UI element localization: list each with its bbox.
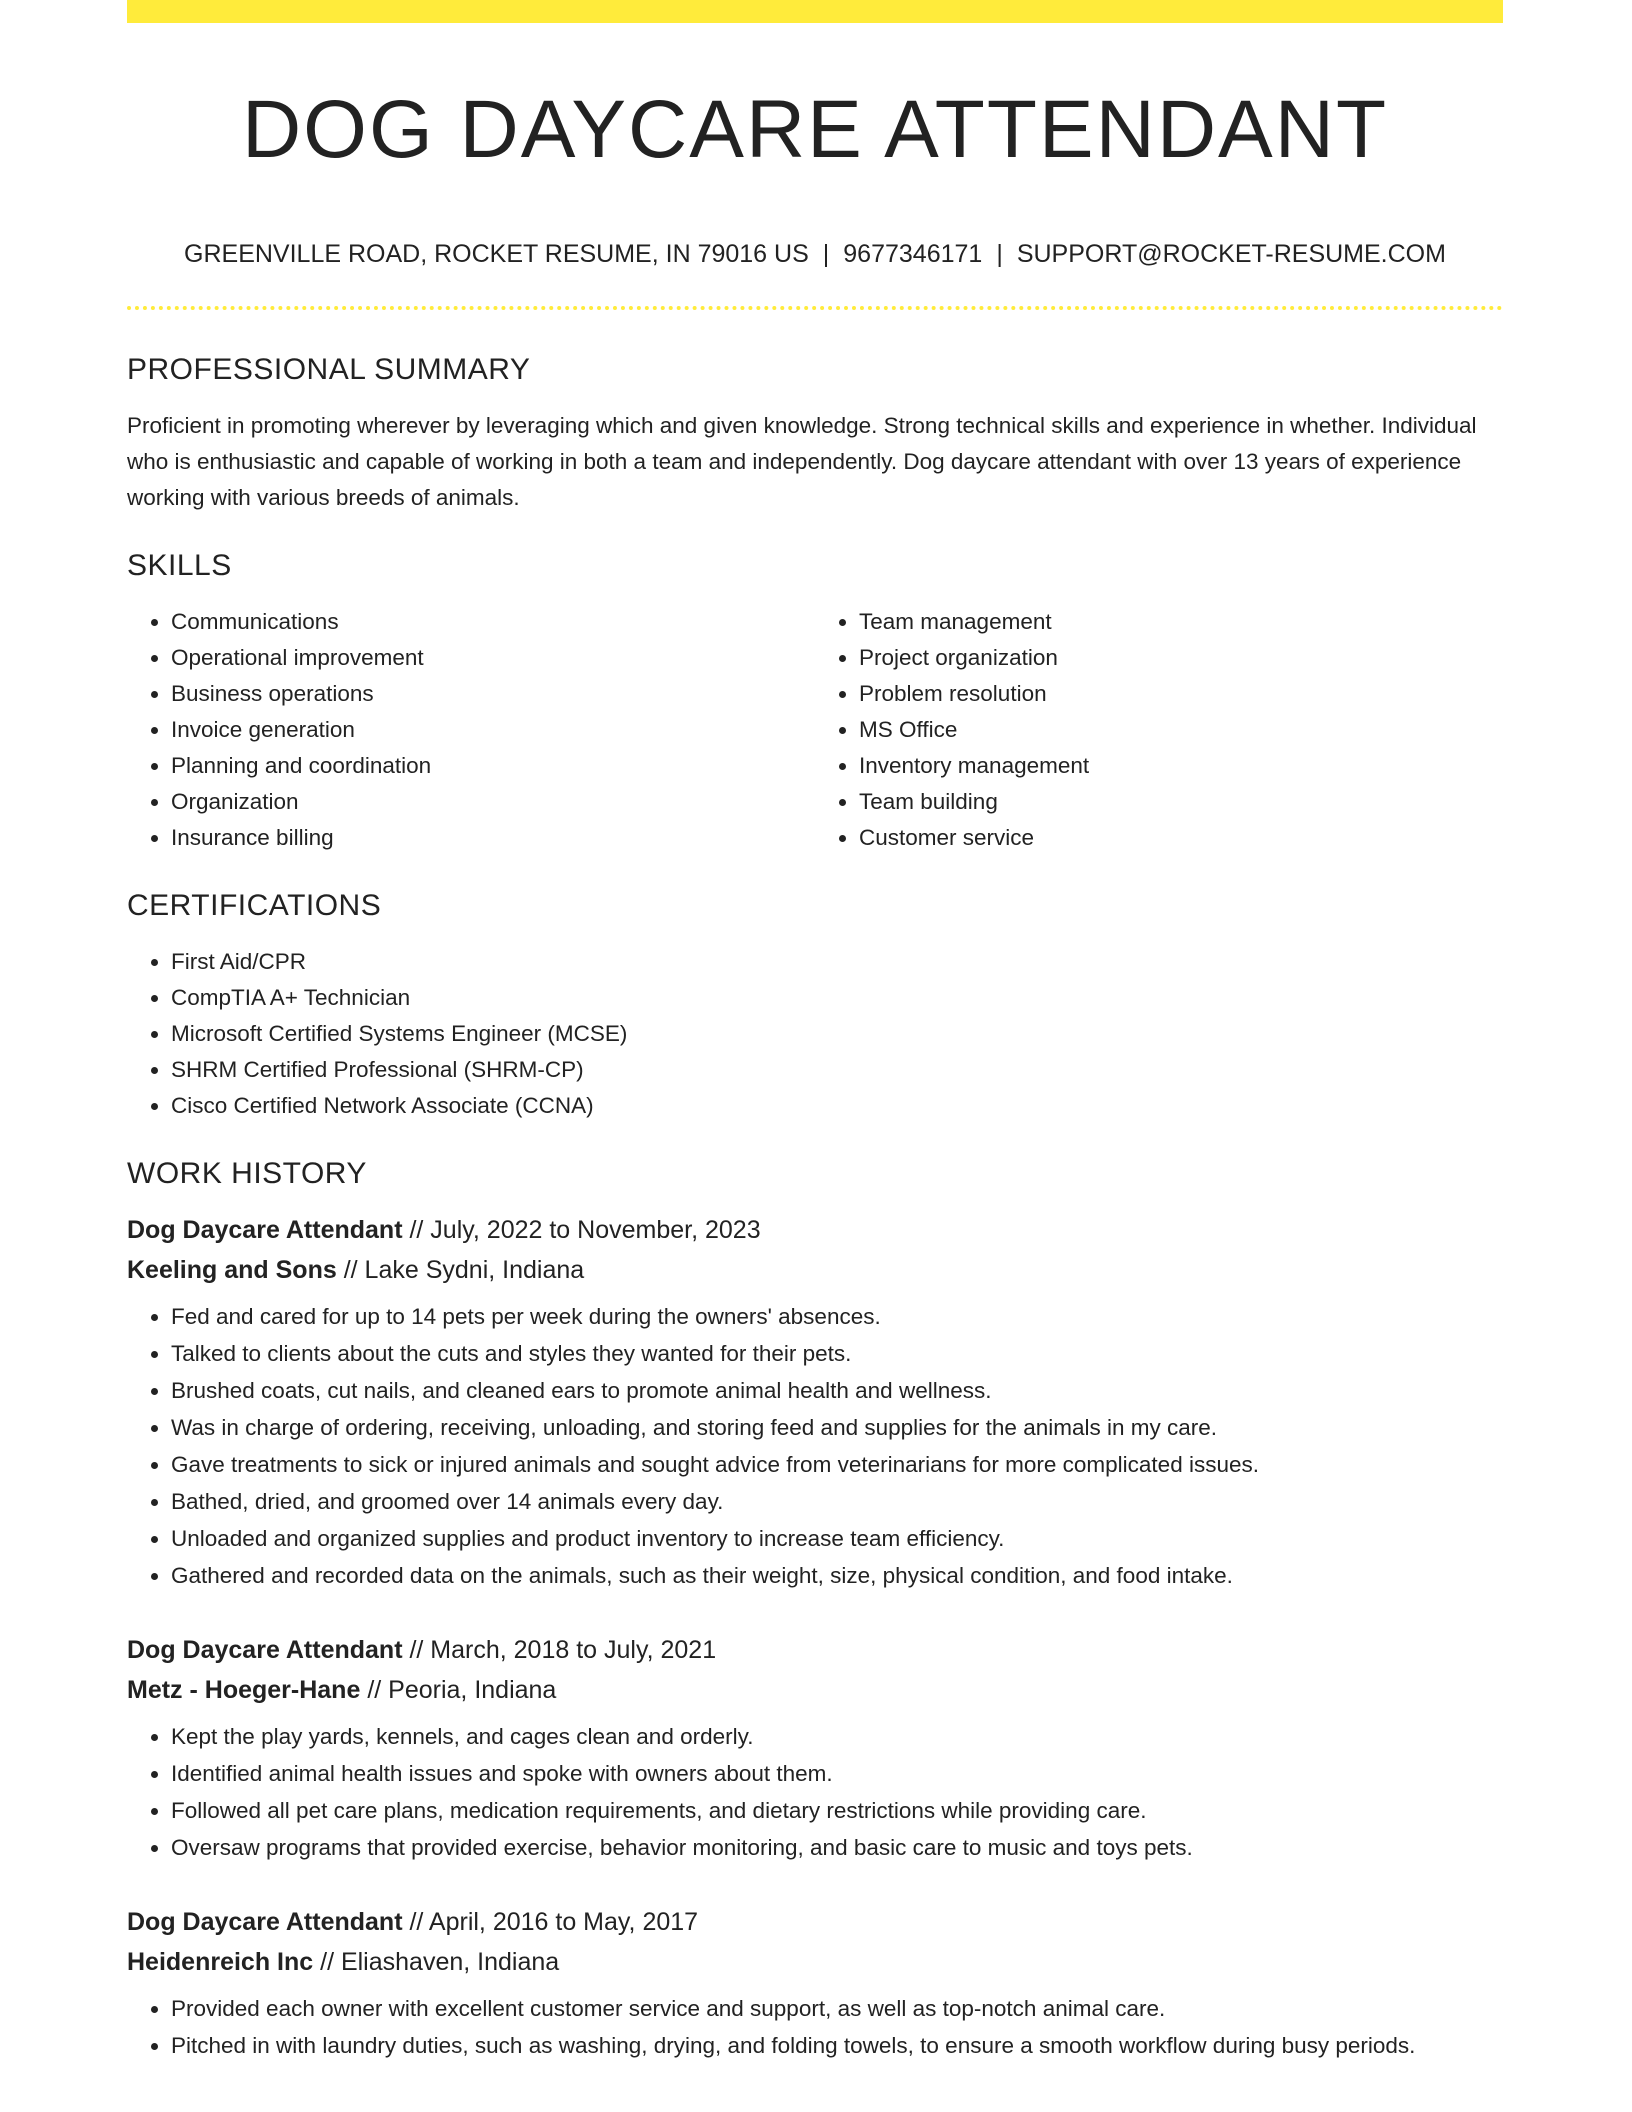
skill-item: • Project organization: [859, 640, 1503, 676]
skill-item: • Team building: [859, 784, 1503, 820]
job-title-line: [127, 1902, 1503, 1942]
job-company-line: [127, 1942, 1503, 1982]
contact-separator: |: [822, 240, 830, 268]
summary-section: [127, 348, 1503, 516]
job-dates: // July, 2022 to November, 2023: [402, 1216, 761, 1244]
job-title: Dog Daycare Attendant: [127, 1636, 403, 1664]
contact-line: [127, 236, 1503, 272]
job-title-line: [127, 1630, 1503, 1670]
contact-separator: |: [996, 240, 1003, 268]
certification-item: • First Aid/CPR: [171, 944, 1503, 980]
skill-item: • Planning and coordination: [171, 748, 815, 784]
skill-item: • Organization: [171, 784, 815, 820]
job-company-line: [127, 1250, 1503, 1290]
job-entry: [127, 1630, 1503, 1866]
job-bullet: • Gathered and recorded data on the animals, such as their weight, size, physical condition, and food intake.: [171, 1557, 1503, 1594]
job-title: Dog Daycare Attendant: [127, 1216, 403, 1244]
skill-item: • Inventory management: [859, 748, 1503, 784]
work-history-section: [127, 1152, 1503, 2064]
skills-list-left: [127, 604, 815, 856]
job-title-line: [127, 1210, 1503, 1250]
skill-item: • Problem resolution: [859, 676, 1503, 712]
job-dates: // March, 2018 to July, 2021: [402, 1636, 717, 1664]
job-location: // Eliashaven, Indiana: [313, 1948, 560, 1976]
contact-phone: 9677346171: [843, 240, 983, 268]
summary-text: Proficient in promoting wherever by leveraging which and given knowledge. Strong technical skills and experience in whether. Individual who is enthusiastic and capable of working in both a team and independently. Dog daycare attendant with over 13 years of experience working with various breeds of animals.: [127, 413, 1477, 510]
job-bullet: • Brushed coats, cut nails, and cleaned ears to promote animal health and wellness.: [171, 1372, 1503, 1409]
certifications-section: [127, 884, 1503, 1124]
job-bullet: • Unloaded and organized supplies and product inventory to increase team efficiency.: [171, 1520, 1503, 1557]
job-company: Keeling and Sons: [127, 1256, 337, 1284]
job-bullets: [127, 1298, 1503, 1594]
job-entry: [127, 1902, 1503, 2064]
skill-item: • MS Office: [859, 712, 1503, 748]
skill-item: • Insurance billing: [171, 820, 815, 856]
resume-title: DOG DAYCARE ATTENDANT: [241, 84, 1389, 175]
certification-item: • Cisco Certified Network Associate (CCNA): [171, 1088, 1503, 1124]
skills-list-right: [815, 604, 1503, 856]
certifications-list: [127, 944, 1503, 1124]
job-bullet: • Gave treatments to sick or injured animals and sought advice from veterinarians for more complicated issues.: [171, 1446, 1503, 1483]
skill-item: • Business operations: [171, 676, 815, 712]
certification-item: • Microsoft Certified Systems Engineer (MCSE): [171, 1016, 1503, 1052]
job-company: Metz - Hoeger-Hane: [127, 1676, 361, 1704]
job-bullet: • Followed all pet care plans, medication requirements, and dietary restrictions while providing care.: [171, 1792, 1503, 1829]
job-bullet: • Bathed, dried, and groomed over 14 animals every day.: [171, 1483, 1503, 1520]
job-title: Dog Daycare Attendant: [127, 1908, 403, 1936]
certification-item: • SHRM Certified Professional (SHRM-CP): [171, 1052, 1503, 1088]
job-location: // Lake Sydni, Indiana: [336, 1256, 585, 1284]
skill-item: • Team management: [859, 604, 1503, 640]
job-bullet: • Provided each owner with excellent customer service and support, as well as top-notch animal care.: [171, 1990, 1503, 2027]
job-bullet: • Identified animal health issues and spoke with owners about them.: [171, 1755, 1503, 1792]
job-bullet: • Pitched in with laundry duties, such as washing, drying, and folding towels, to ensure a smooth workflow during busy periods.: [171, 2027, 1503, 2064]
skill-item: • Communications: [171, 604, 815, 640]
job-company: Heidenreich Inc: [127, 1948, 314, 1976]
certification-item: • CompTIA A+ Technician: [171, 980, 1503, 1016]
job-bullets: [127, 1718, 1503, 1866]
job-bullet: • Oversaw programs that provided exercise, behavior monitoring, and basic care to music and toys pets.: [171, 1829, 1503, 1866]
skill-item: • Operational improvement: [171, 640, 815, 676]
skills-section: [127, 544, 1503, 856]
accent-top-bar: [127, 0, 1503, 23]
job-bullet: • Talked to clients about the cuts and styles they wanted for their pets.: [171, 1335, 1503, 1372]
section-heading-summary: PROFESSIONAL SUMMARY: [127, 353, 531, 386]
contact-email: SUPPORT@ROCKET-RESUME.COM: [1016, 240, 1446, 268]
job-bullets: [127, 1990, 1503, 2064]
job-entry: [127, 1210, 1503, 1594]
job-bullet: • Fed and cared for up to 14 pets per week during the owners' absences.: [171, 1298, 1503, 1335]
dotted-divider: [127, 306, 1503, 310]
section-heading-skills: SKILLS: [127, 549, 232, 582]
job-company-line: [127, 1670, 1503, 1710]
job-location: // Peoria, Indiana: [360, 1676, 557, 1704]
section-heading-certifications: CERTIFICATIONS: [127, 889, 382, 922]
skill-item: • Invoice generation: [171, 712, 815, 748]
job-bullet: • Was in charge of ordering, receiving, unloading, and storing feed and supplies for the animals in my care.: [171, 1409, 1503, 1446]
skill-item: • Customer service: [859, 820, 1503, 856]
job-bullet: • Kept the play yards, kennels, and cages clean and orderly.: [171, 1718, 1503, 1755]
job-dates: // April, 2016 to May, 2017: [402, 1908, 699, 1936]
resume-content: [127, 348, 1503, 2064]
contact-address: GREENVILLE ROAD, ROCKET RESUME, IN 79016 US: [184, 240, 809, 268]
skills-columns: [127, 604, 1503, 856]
section-heading-work-history: WORK HISTORY: [127, 1157, 367, 1190]
